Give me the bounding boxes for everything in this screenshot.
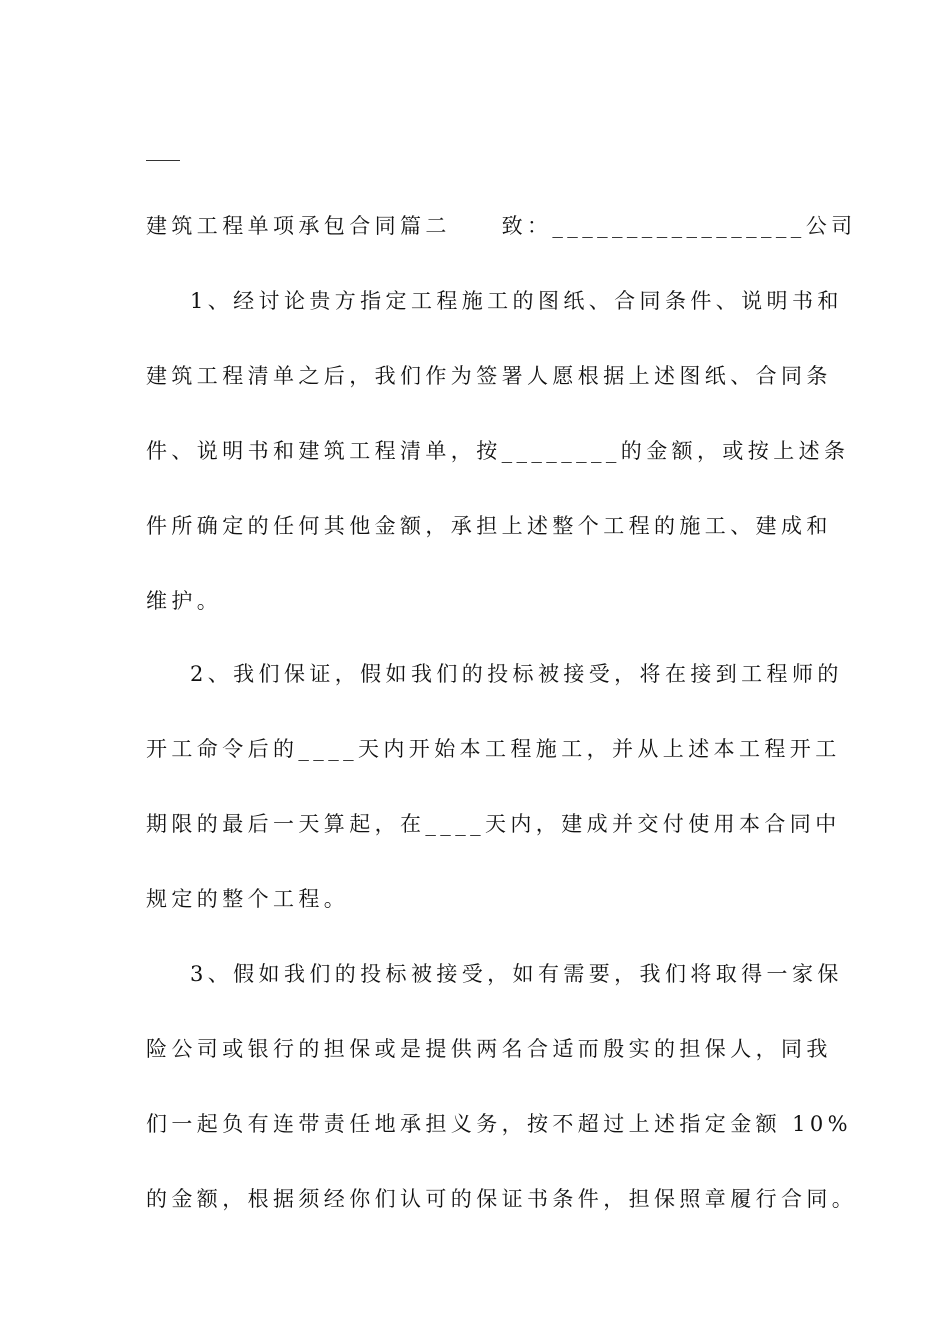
paragraph-3-line-1: 3、假如我们的投标被接受，如有需要，我们将取得一家保: [190, 962, 843, 986]
paragraph-2-line-2: 开工命令后的____天内开始本工程施工，并从上述本工程开工: [146, 737, 841, 761]
paragraph-1-line-5: 维护。: [146, 589, 223, 613]
paragraph-2-line-4: 规定的整个工程。: [146, 887, 350, 911]
heading-line: 建筑工程单项承包合同篇二 致：_________________公司: [146, 214, 857, 238]
paragraph-3-line-3: 们一起负有连带责任地承担义务，按不超过上述指定金额 10%: [146, 1112, 852, 1136]
paragraph-1-line-4: 件所确定的任何其他金额，承担上述整个工程的施工、建成和: [146, 514, 832, 538]
paragraph-1-line-2: 建筑工程清单之后，我们作为签署人愿根据上述图纸、合同条: [146, 364, 832, 388]
top-rule-line: [146, 160, 180, 161]
paragraph-3-line-4: 的金额，根据须经你们认可的保证书条件，担保照章履行合同。: [146, 1187, 858, 1211]
paragraph-2-line-1: 2、我们保证，假如我们的投标被接受，将在接到工程师的: [190, 662, 843, 686]
paragraph-1-line-1: 1、经讨论贵方指定工程施工的图纸、合同条件、说明书和: [190, 289, 843, 313]
paragraph-1-line-3: 件、说明书和建筑工程清单，按________的金额，或按上述条: [146, 439, 850, 463]
paragraph-3-line-2: 险公司或银行的担保或是提供两名合适而殷实的担保人，同我: [146, 1037, 832, 1061]
paragraph-2-line-3: 期限的最后一天算起，在____天内，建成并交付使用本合同中: [146, 812, 841, 836]
